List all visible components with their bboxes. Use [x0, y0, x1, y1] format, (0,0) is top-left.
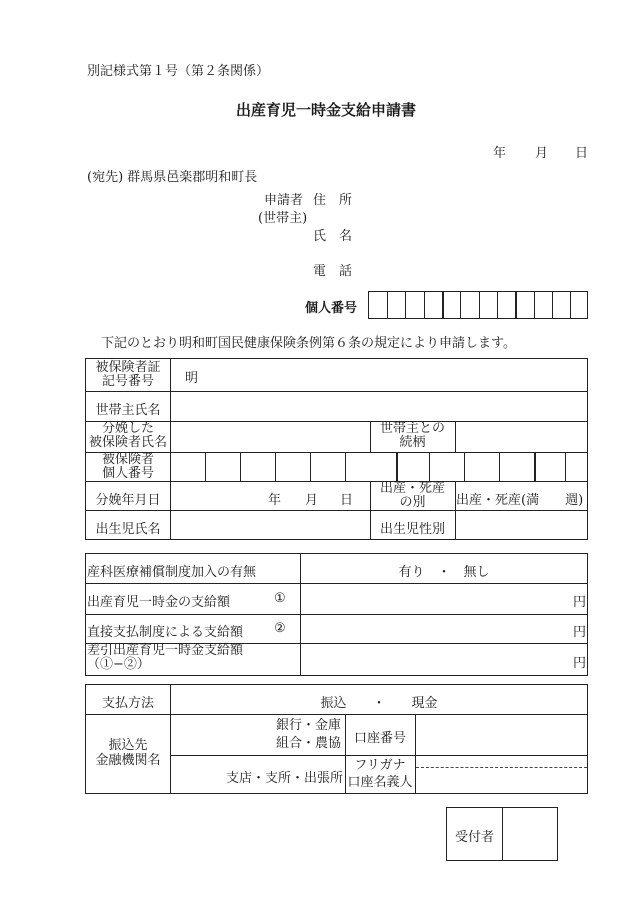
applicant-label: 申請者 [264, 193, 304, 208]
receipt-box [446, 807, 558, 861]
insured-cert-prefix: 明 [185, 371, 199, 386]
branch-types[interactable]: 支店・支所・出張所 [226, 771, 344, 786]
householder-name-label: 世帯主氏名 [95, 403, 161, 418]
account-holder-label: フリガナ 口座名義人 [347, 758, 413, 790]
lump-sum-yen: 円 [572, 595, 586, 610]
insured-number-label: 被保険者 個人番号 [101, 452, 154, 481]
addressee: (宛先) 群馬県邑楽郡明和町長 [87, 170, 258, 185]
householder-name-input[interactable] [171, 392, 587, 421]
relation-label: 世帯主との 続柄 [379, 421, 445, 450]
diff-label: 差引出産育児一時金支給額 （①−②） [87, 643, 244, 672]
account-number-input[interactable] [416, 715, 587, 755]
address-label: 住 所 [313, 193, 353, 208]
insured-cert-input[interactable] [196, 359, 587, 391]
bank-types[interactable]: 銀行・金庫 組合・農協 [276, 718, 342, 751]
delivery-year-label: 年 [268, 493, 282, 508]
relation-input[interactable] [456, 422, 587, 452]
date-month-label: 月 [535, 146, 549, 161]
bank-label: 振込先 金融機関名 [95, 738, 161, 768]
date-day-label: 日 [575, 146, 589, 161]
name-label: 氏 名 [313, 229, 353, 244]
insured-number-input[interactable] [170, 452, 587, 481]
account-holder-input[interactable] [416, 756, 587, 794]
receipt-label: 受付者 [454, 830, 494, 845]
birth-death-label: 出産・死産 の別 [379, 481, 445, 510]
direct-mark: ② [274, 621, 286, 636]
method-value[interactable]: 振込 ・ 現金 [320, 696, 438, 711]
householder-label: (世帯主) [258, 211, 308, 226]
child-gender-label: 出生児性別 [379, 522, 445, 537]
form-number: 別記様式第１号（第２条関係） [87, 64, 270, 79]
lump-sum-label: 出産育児一時金の支給額 [87, 595, 231, 610]
insured-cert-label: 被保険者証 記号番号 [95, 360, 161, 389]
child-name-input[interactable] [171, 511, 370, 540]
payment-amount-table [85, 553, 588, 676]
mynumber-label: 個人番号 [305, 301, 358, 316]
child-name-label: 出生児氏名 [95, 522, 161, 537]
statement: 下記のとおり明和町国民健康保険条例第６条の規定により申請します。 [101, 336, 516, 351]
compensation-label: 産科医療補償制度加入の有無 [87, 565, 257, 580]
receipt-stamp-area[interactable] [503, 808, 557, 860]
compensation-value[interactable]: 有り ・ 無し [398, 565, 490, 580]
page-title: 出産育児一時金支給申請書 [236, 101, 417, 119]
insured-info-table [85, 358, 588, 540]
account-number-label: 口座番号 [353, 731, 406, 746]
phone-label: 電 話 [313, 264, 353, 279]
diff-yen: 円 [572, 656, 586, 671]
delivery-day-label: 日 [340, 493, 354, 508]
mynumber-input[interactable] [368, 291, 588, 319]
child-gender-input[interactable] [456, 511, 587, 540]
direct-label: 直接支払制度による支給額 [87, 625, 244, 640]
delivery-month-label: 月 [305, 493, 319, 508]
date-year-label: 年 [493, 146, 507, 161]
birth-death-value[interactable]: 出産・死産(満 週) [456, 493, 584, 508]
direct-yen: 円 [572, 625, 586, 640]
delivery-date-label: 分娩年月日 [95, 493, 161, 508]
delivered-name-input[interactable] [171, 422, 370, 452]
lump-sum-mark: ① [274, 591, 286, 606]
method-label: 支払方法 [101, 696, 154, 711]
bank-info-table [85, 684, 588, 794]
delivered-name-label: 分娩した 被保険者氏名 [88, 421, 167, 450]
